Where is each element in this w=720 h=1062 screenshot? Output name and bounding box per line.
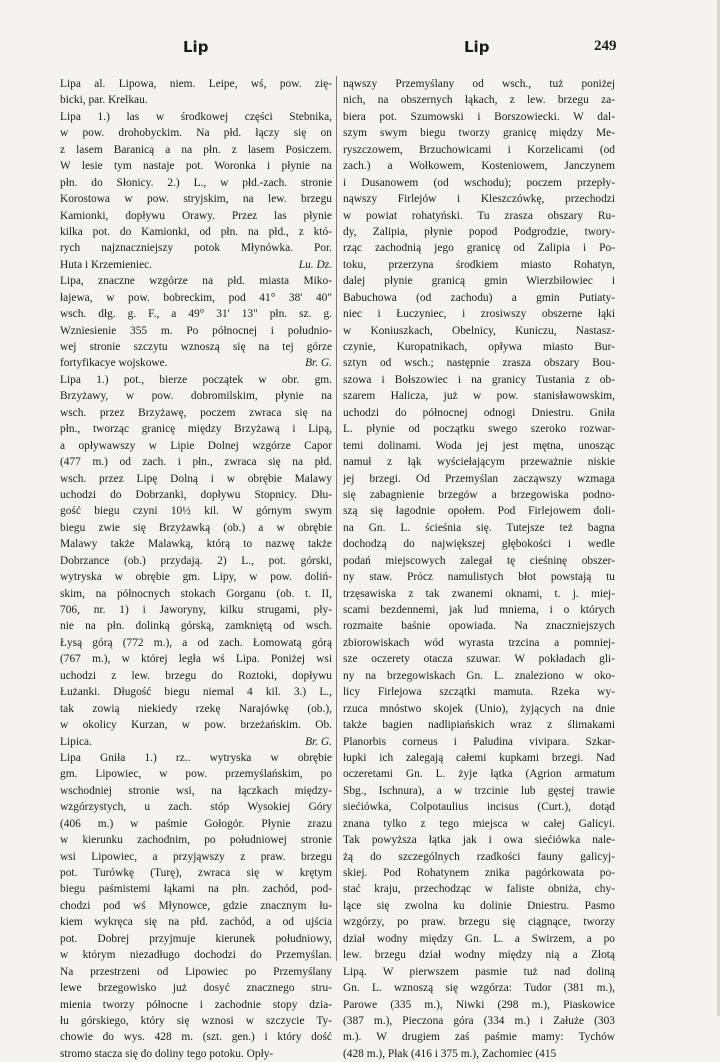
- text-line: jej brzegi. Od Przemyślan zacząwszy wzmaga: [343, 472, 615, 485]
- text-line: licy Firlejowa szczątki mamuta. Rzeka wy-: [343, 686, 615, 699]
- text-line: chodzi pod wś Młynowce, gdzie znacznym łu-: [60, 899, 332, 912]
- text-line: wsch. przez Lipę Dolną i w obrębie Malawy: [60, 472, 332, 485]
- text-line: Babuchowa (od zachodu) a gmin Putiaty-: [343, 291, 615, 304]
- text-line: Gn. L. wznoszą się wzgórza: Tudor (381 m.),: [343, 982, 615, 995]
- text-line: pot. Turówkę (Turę), zwraca się w krętym: [60, 867, 332, 879]
- text-line: podań miejscowych zalegał tę cieśninę obszer-: [343, 554, 615, 567]
- text-line: uchodzi do Dobrzanki, dopływu Stopnicy. Dłu-: [60, 488, 332, 501]
- text-line: (406 m.) w paśmie Gołogór. Płynie zrazu: [60, 817, 332, 830]
- text-line: Tak powyższa łątka jak i owa siećiówka nale-: [343, 834, 615, 847]
- running-header-left: Lip: [183, 38, 209, 56]
- text-line: i Dusanowem (od wschodu); poczem przepły-: [343, 176, 615, 189]
- text-line: siećiówka, Colpotaulius incisus (Curt.), dotąd: [343, 801, 615, 814]
- text-line: nąwszy Firlejów i Kleszczówkę, przechodzi: [343, 193, 615, 206]
- text-line: Sbg., Ischnura), a w trzcinie lub gęstej trawie: [343, 784, 615, 797]
- text-line: Korostowa w pow. stryjskim, na lew. brzegu: [60, 193, 332, 206]
- text-line: Malawy także Malawką, którą to nazwę także: [60, 538, 332, 551]
- right-column: [343, 76, 615, 1062]
- text-line: Łysą górą (772 m.), a od zach. Łomowatą górą: [60, 636, 332, 649]
- text-line: Wzniesienie 355 m. Po północnej i południo-: [60, 324, 332, 337]
- text-line: skim, na północnych stokach Gorganu (ob. t. II,: [60, 587, 332, 600]
- text-line: mienia tworzy północne i zachodnie stopy dzia-: [60, 998, 332, 1011]
- text-line: niec i Łuczyniec, i zrosiwszy obszerne łąki: [343, 308, 615, 321]
- text-line: stromo stacza się do doliny tego potoku. Opły-: [60, 1047, 274, 1060]
- text-line: zbiorowiskach wód wyrasta trzcina a pomniej-: [343, 636, 615, 649]
- text-line: gm. Lipowiec, w pow. przemyślańskim, po: [60, 768, 332, 781]
- text-line: uchodzi do północnej odnogi Dniestru. Gniła: [343, 406, 615, 419]
- text-line: pot. Dobrej przyjmuje kierunek południowy,: [60, 932, 332, 945]
- text-line: 706, nr. 1) i Jaworyny, kilku strugami, pły-: [60, 604, 332, 616]
- text-line: Lipa al. Lipowa, niem. Leipe, wś, pow. zię-: [60, 78, 332, 90]
- text-line: płn. do Słonicy. 2.) L., w płd.-zach. stronie: [60, 176, 332, 189]
- text-line: szowa i Bołszowiec i na granicy Tustania z ob-: [343, 373, 615, 386]
- text-line: Lipa 1.) las w środkowej części Stebnika,: [60, 110, 332, 123]
- text-line: wzgórzy, po praw. brzegu się ciągnące, tworzy: [343, 916, 615, 929]
- text-line: szym swym biegu tworzy granicę między Me-: [343, 127, 615, 140]
- left-column: [60, 76, 332, 1062]
- text-line: żą do szczególnych rzadkości fauny galicyj-: [343, 850, 615, 863]
- text-line: Dobrzance (ob.) przydają. 2) L., pot. górski,: [60, 554, 332, 567]
- text-line: Łużanki. Długość biegu niemal 4 kil. 3.) L.,: [60, 686, 332, 699]
- text-line: lew. brzegu dział wodny między nią a Złotą: [343, 949, 615, 962]
- text-line: w kierunku zachodnim, po południowej stronie: [60, 834, 332, 847]
- text-line: fortyfikacye wojskowe. Br. G.: [60, 357, 332, 370]
- text-line: namuł z łąk wyściełającym przeważnie niskie: [343, 456, 615, 469]
- text-line: biegu zwie się Brzyżawką (ob.) a w obrębie: [60, 521, 332, 534]
- text-line: W lesie tym nastaje pot. Woronka i płynie na: [60, 160, 332, 173]
- text-line: lewe brzegowisko już dosyć znacznego stru-: [60, 982, 332, 995]
- text-line: Parowe (335 m.), Niwki (298 m.), Piaskowice: [343, 998, 615, 1011]
- text-line: w okolicy Kurzan, w pow. brzeżańskim. Ob.: [60, 719, 332, 732]
- text-line: temi dolinami. Woda jej jest mętna, unosząc: [343, 439, 615, 452]
- text-line: L. płynie od początku swego szeroko rozwar-: [343, 423, 615, 436]
- text-line: łajewa, w pow. bobreckim, pod 41° 38' 40": [60, 291, 332, 304]
- text-line: Lipa 1.) pot., bierze początek w obr. gm.: [60, 373, 332, 386]
- text-line: rych najznaczniejszy potok Młynówka. Por.: [60, 242, 332, 255]
- text-line: w powiat rohatyński. Tu zrasza obszary Ru-: [343, 209, 615, 222]
- text-line: ryszczowem, Brzuchowicami i Korzelicami (od: [343, 143, 615, 156]
- text-line: sztyn od wsch.; następnie zrasza obszary Bou-: [343, 357, 615, 370]
- text-line: uchodzi z lew. brzegu do Roztoki, dopływu: [60, 669, 332, 682]
- text-line: toku, przerzyna środkiem miasto Rohatyn,: [343, 258, 615, 271]
- text-line: znana tylko z tego miejsca w całej Galicyi.: [343, 817, 615, 830]
- text-line: (428 m.), Płak (416 i 375 m.), Zachomiec (415: [343, 1047, 557, 1060]
- text-line: także bagien nadlipiańskich wraz z ślimakami: [343, 719, 615, 732]
- text-line: scami bezdennemi, jak lud mniema, i o których: [343, 604, 615, 616]
- text-line: m.). W drugiem zaś paśmie mamy: Tychów: [343, 1031, 615, 1044]
- text-line: łupki ich zalegają całemi kupkami brzegi. Nad: [343, 751, 615, 764]
- text-line: Kamionki, dopływu Orawy. Przez las płynie: [60, 209, 332, 222]
- text-line: Planorbis corneus i Paludina vivipara. Szkar-: [343, 735, 615, 748]
- text-line: płn., tworząc granicę między Brzyżawą i Lipą,: [60, 423, 332, 436]
- text-line: rząc zachodnią jego granicę od Zalipia i Po-: [343, 242, 615, 255]
- text-line: lące się zwolna ku dolinie Dniestru. Pasmo: [343, 899, 615, 912]
- text-line: wsi Lipowiec, a przyjąwszy z praw. brzegu: [60, 850, 332, 863]
- text-line: a opływawszy w Lipie Dolnej wzgórze Capor: [60, 439, 332, 452]
- text-line: biera pot. Szumowski i Borszowiecki. W dal-: [343, 110, 615, 123]
- text-line: dział wodny między Gn. L. a Swirzem, a po: [343, 932, 615, 945]
- text-line: dalej płynie granicą gmin Wierzbiłowiec i: [343, 275, 615, 288]
- text-line: bicki, par. Krelkau.: [60, 94, 148, 107]
- text-line: chowie do wys. 428 m. (szt. gen.) i który dość: [60, 1031, 332, 1044]
- text-line: rzuca mnóstwo skojek (Unio), żyjących na dnie: [343, 702, 615, 715]
- text-line: ny staw. Prócz namulistych błot powstają tu: [343, 571, 615, 584]
- text-line: dochodzą do największej głębokości i wedle: [343, 538, 615, 551]
- text-line: wytryska w obrębie gm. Lipy, w pow. doliń-: [60, 571, 332, 584]
- text-line: skiej. Pod Rohatynem znika pagórkowata po-: [343, 867, 615, 879]
- text-line: trzęsawiska z tak zwanemi oknami, t. j. miej-: [343, 587, 615, 600]
- text-line: wzgórzystych, u zach. stóp Wysokiej Góry: [60, 801, 332, 814]
- text-line: szarem Halicza, już w pow. stanisławowskim,: [343, 390, 615, 403]
- text-line: wsch. dłg. g. F., a 49° 31' 13" płn. sz. g.: [60, 308, 332, 321]
- column-divider: [336, 76, 337, 961]
- text-line: Lipa Gniła 1.) rz.. wytryska w obrębie: [60, 751, 332, 764]
- running-header-right: Lip: [464, 38, 490, 56]
- text-line: nąwszy Przemyślany od wsch., tuż poniżej: [343, 78, 615, 90]
- page-number: 249: [594, 38, 617, 54]
- text-line: czynie, Kuropatnikach, opływa miasto Bur-: [343, 341, 615, 353]
- text-line: ny na brzegowiskach Gn. L. znaleziono w oko-: [343, 669, 615, 682]
- text-line: Brzyżawy, w pow. dobromilskim, płynie na: [60, 390, 332, 403]
- text-line: tak zowią niekiedy rzekę Narajówkę (ob.),: [60, 702, 332, 715]
- text-line: wsch. przez Brzyżawę, poczem zwraca się na: [60, 406, 332, 419]
- text-line: oczeretami Gn. L. żyje łątka (Agrion armatum: [343, 768, 615, 781]
- text-line: wschodniej stronie wsi, na łączkach między-: [60, 784, 332, 797]
- text-line: na Gn. L. ścieśnia się. Tutejsze też bagna: [343, 521, 615, 534]
- text-line: kiem wykręca się na płd. zachód, a od ujścia: [60, 916, 332, 929]
- text-line: gość biegu czyni 10½ kil. W górnym swym: [60, 505, 332, 518]
- text-line: stać kraju, przechodząc w faliste obniża, chy-: [343, 883, 615, 896]
- text-line: sze oczerety otacza szuwar. W pokładach gli-: [343, 653, 615, 666]
- text-line: łu górskiego, który się wznosi w szczycie Ty-: [60, 1014, 332, 1027]
- text-line: w pow. drohobyckim. Na płd. łączy się on: [60, 127, 332, 140]
- text-line: rozmaite baśnie opowiada. Na znaczniejszych: [343, 620, 615, 633]
- text-line: się zabagnienie brzegów a brzegowiska podno-: [343, 488, 615, 501]
- text-line: dy, Zalipia, płynie popod Podgrodzie, twory-: [343, 225, 615, 238]
- text-line: Lipica. Br. G.: [60, 735, 332, 748]
- text-line: szą się łagodnie opołem. Pod Firlejowem doli-: [343, 505, 615, 518]
- text-line: Lipa, znaczne wzgórze na płd. miasta Miko-: [60, 275, 332, 288]
- text-line: w którym niezadługo dochodzi do Przemyślan.: [60, 949, 332, 962]
- text-line: (477 m.) od zach. i płn., zwraca się na płd.: [60, 456, 332, 469]
- text-line: nich, na obszernych łąkach, z lew. brzegu za-: [343, 94, 615, 107]
- text-line: wej stronie szczytu wznoszą się na tej górze: [60, 341, 332, 353]
- text-line: z lasem Baranicą a na płn. z lasem Posiczem.: [60, 143, 332, 156]
- text-line: nie na płn. dolinką górską, zamkniętą od wsch.: [60, 620, 332, 633]
- text-line: Huta i Krzemieniec. Lu. Dz.: [60, 258, 332, 271]
- text-line: (387 m.), Pieczona góra (334 m.) i Załuże (303: [343, 1014, 615, 1027]
- text-line: zach.) a Wołkowem, Kosteniowem, Janczynem: [343, 160, 615, 173]
- text-line: (767 m.), w której legła wś Lipa. Poniżej wsi: [60, 653, 332, 666]
- text-line: Lipą. W pierwszem pasmie tuż nad doliną: [343, 965, 615, 978]
- text-line: biegu paśmistemi łąkami na płn. zachód, pod-: [60, 883, 332, 896]
- text-line: w Koniuszkach, Obelnicy, Kuniczu, Nastasz-: [343, 324, 615, 337]
- text-line: kilka pot. do Kamionki, od płn. na płd., z któ-: [60, 225, 332, 238]
- text-line: Na przestrzeni od Lipowiec po Przemyślany: [60, 965, 332, 978]
